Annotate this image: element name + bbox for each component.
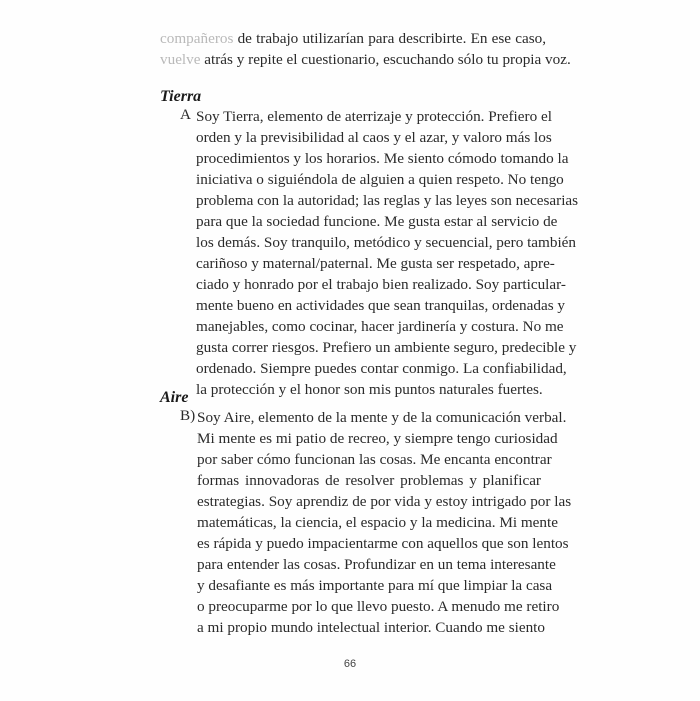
text-line: o preocuparme por lo que llevo puesto. A menudo me retiro [197, 598, 560, 615]
option-marker-b: B) [180, 407, 196, 424]
text-line: la protección y el honor son mis puntos naturales fuertes. [196, 381, 543, 398]
text-line: iniciativa o siguiéndola de alguien a quien respeto. No tengo [196, 171, 564, 188]
text-line: procedimientos y los horarios. Me siento cómodo tomando la [196, 150, 569, 167]
text-line: para entender las cosas. Profundizar en un tema interesante [197, 556, 556, 573]
section-heading-aire: Aire [160, 389, 189, 406]
intro-paragraph [160, 28, 571, 70]
section-heading-tierra: Tierra [160, 88, 202, 105]
text-line: para que la sociedad funcione. Me gusta estar al servicio de [196, 213, 558, 230]
text-line: por saber cómo funcionan las cosas. Me encanta encontrar [197, 451, 552, 468]
text-line: formas innovadoras de resolver problemas y planificar [197, 472, 541, 489]
text-line: Mi mente es mi patio de recreo, y siempre tengo curiosidad [197, 430, 558, 447]
text-line: ordenado. Siempre puedes contar conmigo. La confiabilidad, [196, 360, 567, 377]
text-line: Soy Tierra, elemento de aterrizaje y protección. Prefiero el [196, 108, 552, 125]
text-line: a mi propio mundo intelectual interior. Cuando me siento [197, 619, 545, 636]
option-marker-a: A [180, 106, 191, 123]
text-line: y desafiante es más importante para mí que limpiar la casa [197, 577, 553, 594]
section-text-tierra [196, 106, 579, 400]
page-number: 66 [343, 658, 357, 670]
text-line: estrategias. Soy aprendiz de por vida y estoy intrigado por las [197, 493, 572, 510]
text-line: matemáticas, la ciencia, el espacio y la medicina. Mi mente [197, 514, 558, 531]
text-line: Soy Aire, elemento de la mente y de la comunicación verbal. [197, 409, 567, 426]
text-line: cariñoso y maternal/paternal. Me gusta ser respetado, apre- [196, 255, 555, 272]
text-line: orden y la previsibilidad al caos y el azar, y valoro más los [196, 129, 552, 146]
text-line: es rápida y puedo impacientarme con aquellos que son lentos [197, 535, 569, 552]
intro-line: compañeros de trabajo utilizarían para describirte. En ese caso, [160, 30, 546, 47]
text-line: manejables, como cocinar, hacer jardinería y costura. No me [196, 318, 564, 335]
text-line: gusta correr riesgos. Prefiero un ambiente seguro, predecible y [196, 339, 577, 356]
text-line: mente bueno en actividades que sean tranquilas, ordenadas y [196, 297, 566, 314]
section-text-aire [197, 407, 572, 638]
intro-line: vuelve atrás y repite el cuestionario, escuchando sólo tu propia voz. [160, 51, 571, 68]
text-line: problema con la autoridad; las reglas y las leyes son necesarias [196, 192, 579, 209]
text-line: ciado y honrado por el trabajo bien realizado. Soy particular- [196, 276, 566, 293]
text-line: los demás. Soy tranquilo, metódico y secuencial, pero también [196, 234, 577, 251]
